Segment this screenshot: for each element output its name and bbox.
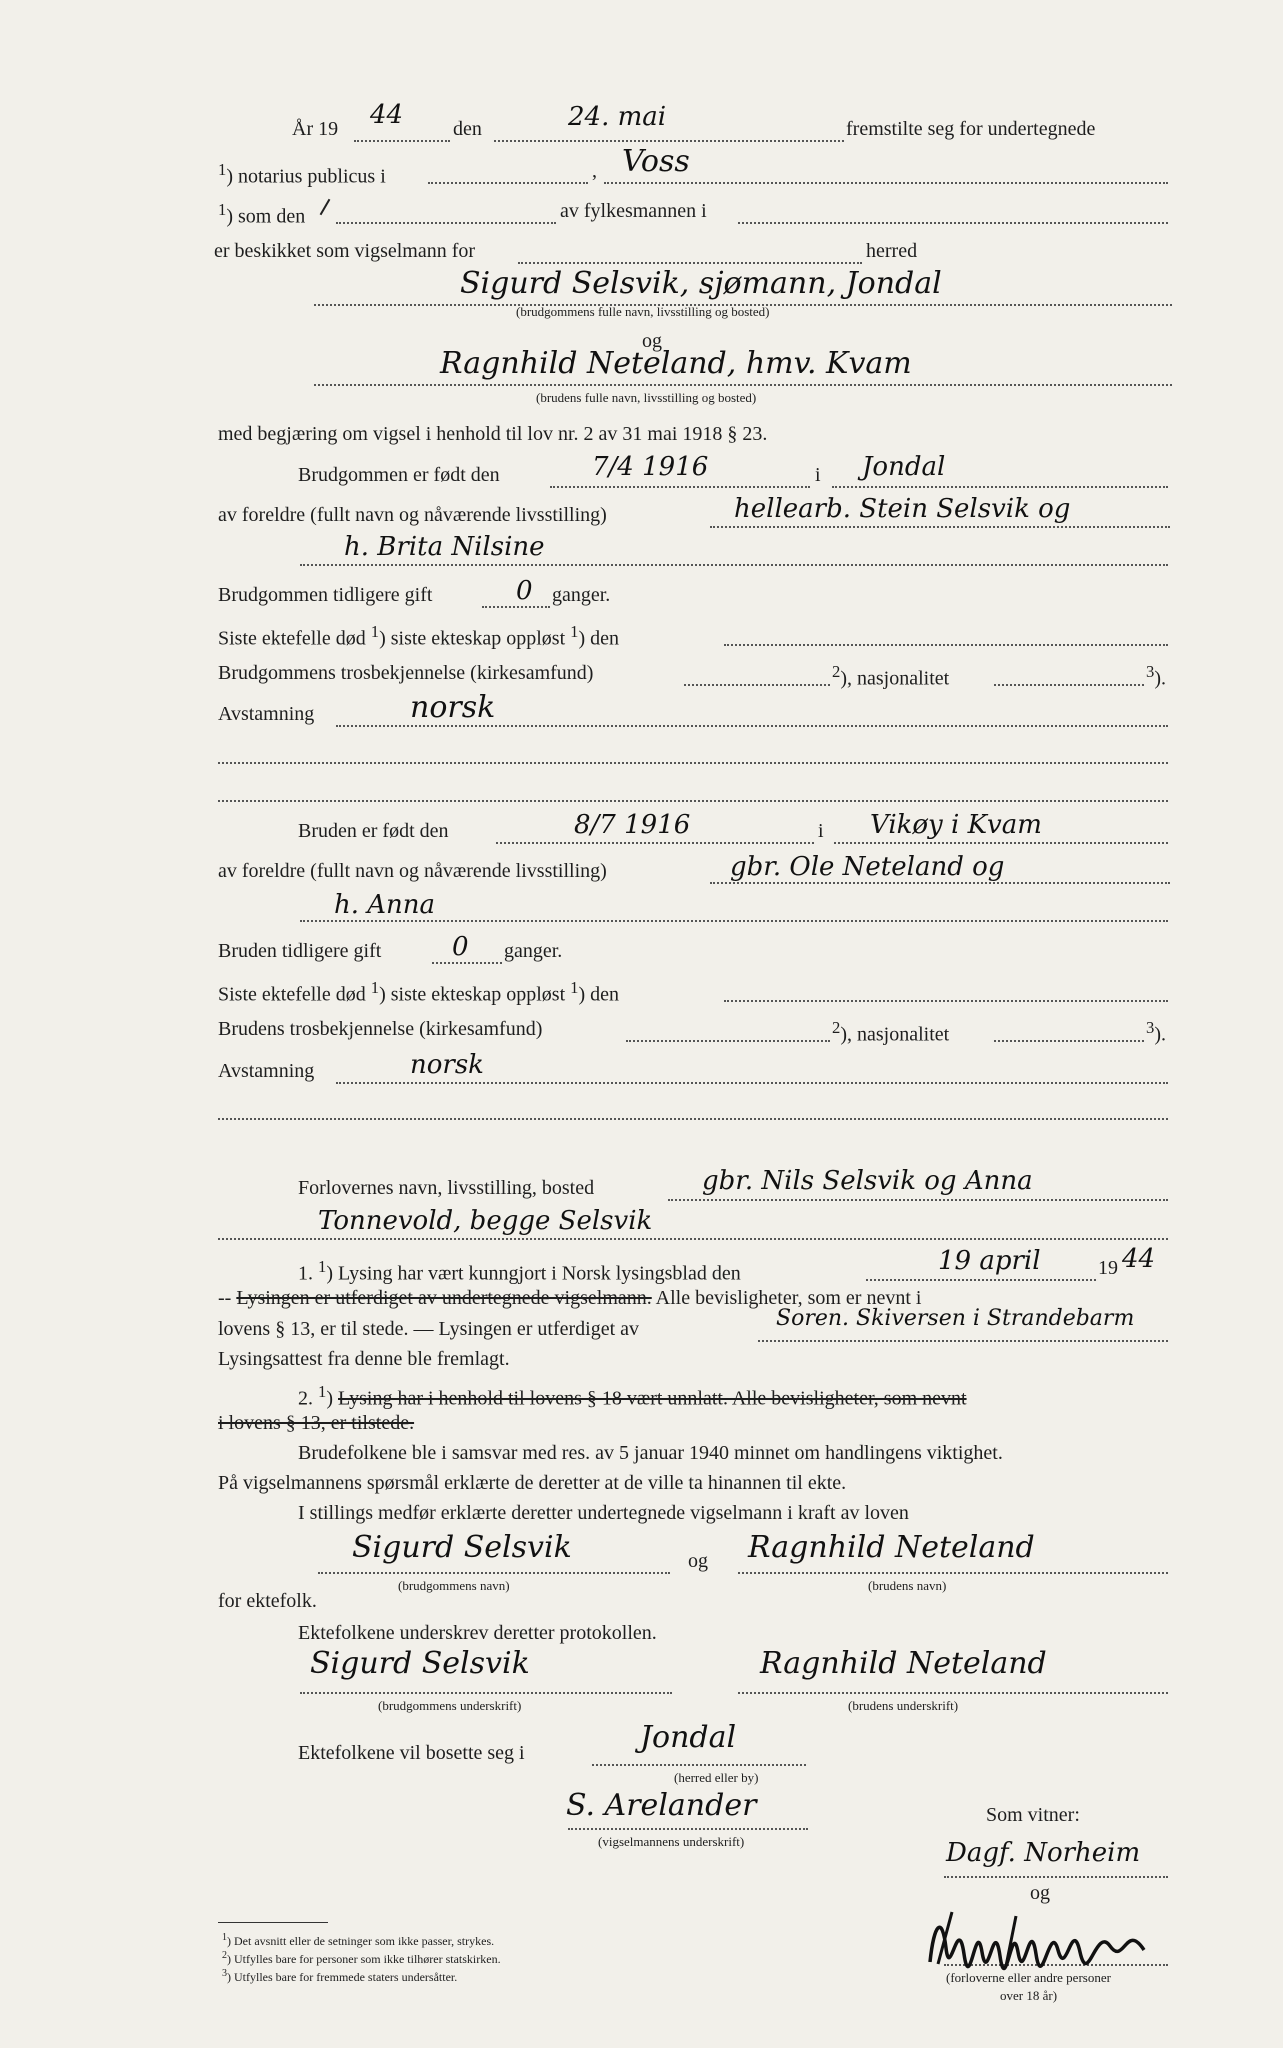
declaration-text: I stillings medfør erklærte deretter undertegnede vigselmann i kraft av loven	[298, 1502, 909, 1524]
bride-descent-label: Avstamning	[218, 1060, 315, 1082]
notice-line-4: Lysingsattest fra denne ble fremlagt.	[218, 1348, 510, 1370]
groom-birthplace-value: Jondal	[862, 452, 946, 482]
groom-prev-value: 0	[516, 576, 533, 606]
waiver-line-2: i lovens § 13, er tilstede.	[218, 1412, 415, 1434]
bride-parents-label: av foreldre (fullt navn og nåværende livsstilling)	[218, 860, 607, 882]
witness-caption-2: over 18 år)	[1000, 1988, 1058, 2003]
footnote-2: $^2$) Utfylles bare for personer som ikke tilhører statskirken.	[222, 1950, 501, 1966]
witness-signature-2	[912, 1906, 1162, 1978]
groom-name-caption: (brudgommens navn)	[398, 1578, 510, 1593]
footnote-3: $^3$) Utfylles bare for fremmede staters undersåtter.	[222, 1968, 458, 1984]
notice-date-value: 19 april	[938, 1246, 1041, 1276]
witness-title: Som vitner:	[986, 1804, 1080, 1826]
notary-label: $^1$) notarius publicus i	[218, 160, 386, 188]
groom-caption: (brudgommens fulle navn, livsstilling og bosted)	[516, 304, 770, 319]
bride-parents-value-2: h. Anna	[334, 890, 436, 920]
bride-faith-label: Brudens trosbekjennelse (kirkesamfund)	[218, 1018, 543, 1040]
groom-prev-label: Brudgommen tidligere gift	[218, 584, 433, 606]
officiant-caption: (vigselmannens underskrift)	[598, 1834, 745, 1849]
witnesses-value-2: Tonnevold, begge Selsvik	[318, 1206, 653, 1236]
groom-born-label: Brudgommen er født den	[298, 464, 500, 486]
groom-nationality-label: $^2$), nasjonalitet	[832, 662, 950, 690]
bride-prev-label: Bruden tidligere gift	[218, 940, 382, 962]
marriage-certificate-page: År 19 44 den 24. mai fremstilte seg for undertegnede $^1$) notarius publicus i , Voss $^1$) som den av fylkesmannen i er beskikket som vigselmann for herred Sigurd Selsvik, sjømann, Jondal (brudgommens fulle navn, livsstilling og bosted) og Ragnhild Neteland, hmv. Kvam (brudens fulle navn, livsstilling og bosted) med begjæring om vigsel i henhold til lov nr. 2 av 31 mai 1918 § 23. Brudgommen er født den 7/4 1916 i Jondal av foreldre (fullt navn og nåværende livsstilling) hellearb. Stein Selsvik og h. Brita Nilsine Brudgommen tidligere gift 0 ganger. Siste ektefelle død $^1$) siste ekteskap oppløst $^1$) den Brudgommens trosbekjennelse (kirkesamfund) $^2$), nasjonalitet $^3$). Avstamning norsk Bruden er født den 8/7 1916 i Vikøy i Kvam av foreldre (fullt navn og nåværende livsstilling) gbr. Ole Neteland og h. Anna Bruden tidligere gift 0 ganger. Siste ektefelle død $^1$) siste ekteskap oppløst $^1$) den Brudens trosbekjennelse (kirkesamfund) $^2$), nasjonalitet $^3$). Avstamning norsk Forlovernes navn, livsstilling, bosted gbr. Nils Selsvik og Anna Tonnevold, begge Selsvik 1. $^1$) Lysing har vært kunngjort i Norsk lysingsblad den 19 april 19 44 -- Lysingen er utferdiget av undertegnede vigselmann. Alle bevisligheter, som er nevnt i lovens § 13, er til stede. — Lysingen er utferdiget av Soren. Skiversen i Strandebarm Lysingsattest fra denne ble fremlagt. 2. $^1$) Lysing har i henhold til lovens § 18 vært unnlatt. Alle bevisligheter, som nevnt i lovens § 13, er tilstede. Brudefolkene ble i samsvar med res. av 5 januar 1940 minnet om handlingens viktighet. På vigselmannens spørsmål erklærte de deretter at de ville ta hinannen til ekte. I stillings medfør erklærte deretter undertegnede vigselmann i kraft av loven Sigurd Selsvik (brudgommens navn) og Ragnhild Neteland (brudens navn) for ektefolk. Ektefolkene underskrev deretter protokollen. Sigurd Selsvik (brudgommens underskrift) Ragnhild Neteland (brudens underskrift) Ektefolkene vil bosette seg i Jondal (herred eller by) S. Arelander (vigselmannens underskrift) Som vitner: Dagf. Norheim og (forloverne eller andre personer over 18 år) $^1$) Det avsnitt eller de setninger som ikke passer, strykes. $^2$) Utfylles bare for personer som ikke tilhører statskirken. $^3$) Utfylles bare for fremmede staters undersåtter.	[0, 0, 1283, 2048]
appointed-label: $^1$) som den	[218, 200, 306, 228]
witnesses-value-1: gbr. Nils Selsvik og Anna	[702, 1166, 1033, 1196]
groom-parents-label: av foreldre (fullt navn og nåværende livsstilling)	[218, 504, 607, 526]
notice-by-value: Soren. Skiversen i Strandebarm	[776, 1306, 1135, 1331]
bride-full-value: Ragnhild Neteland, hmv. Kvam	[440, 346, 912, 381]
bride-prev-value: 0	[452, 932, 469, 962]
bride-birth-value: 8/7 1916	[574, 810, 691, 840]
bride-parents-value-1: gbr. Ole Neteland og	[730, 852, 1005, 882]
year-label: År 19	[292, 118, 339, 140]
appeared-text: fremstilte seg for undertegnede	[846, 118, 1096, 140]
notice-line-2: -- Lysingen er utferdiget av undertegnede vigselmann. Alle bevisligheter, som er nevnt i	[218, 1287, 922, 1309]
bride-spouse-dead-label: Siste ektefelle død $^1$) siste ekteskap oppløst $^1$) den	[218, 978, 620, 1006]
bride-caption: (brudens fulle navn, livsstilling og bosted)	[536, 390, 757, 405]
groom-parents-value-1: hellearb. Stein Selsvik og	[734, 494, 1071, 524]
groom-spouse-dead-label: Siste ektefelle død $^1$) siste ekteskap oppløst $^1$) den	[218, 622, 620, 650]
groom-descent-value: norsk	[410, 690, 496, 725]
groom-sig-caption: (brudgommens underskrift)	[378, 1698, 522, 1713]
officiant-signature: S. Arelander	[566, 1788, 757, 1823]
groom-full-value: Sigurd Selsvik, sjømann, Jondal	[460, 266, 942, 301]
groom-parents-value-2: h. Brita Nilsine	[344, 532, 545, 562]
herred-by-caption: (herred eller by)	[674, 1770, 759, 1785]
notice-year-prefix: 19	[1098, 1257, 1118, 1279]
reminder-text: Brudefolkene ble i samsvar med res. av 5 januar 1940 minnet om handlingens viktighet.	[298, 1442, 1003, 1464]
bride-born-label: Bruden er født den	[298, 820, 449, 842]
bride-descent-value: norsk	[410, 1050, 484, 1080]
groom-faith-label: Brudgommens trosbekjennelse (kirkesamfund)	[218, 662, 594, 684]
groom-birth-value: 7/4 1916	[592, 452, 709, 482]
residence-value: Jondal	[640, 1720, 737, 1755]
for-spouses-text: for ektefolk.	[218, 1590, 317, 1612]
og-text: og	[642, 330, 662, 352]
bride-birthplace-value: Vikøy i Kvam	[870, 810, 1042, 840]
signed-text: Ektefolkene underskrev deretter protokollen.	[298, 1622, 657, 1644]
groom-descent-label: Avstamning	[218, 703, 315, 725]
witnesses-label: Forlovernes navn, livsstilling, bosted	[298, 1177, 595, 1199]
notice-text: 1. $^1$) Lysing har vært kunngjort i Norsk lysingsblad den	[298, 1257, 741, 1285]
bride-nationality-label: $^2$), nasjonalitet	[832, 1018, 950, 1046]
groom-signature: Sigurd Selsvik	[310, 1646, 530, 1681]
den-label: den	[453, 118, 482, 140]
settle-label: Ektefolkene vil bosette seg i	[298, 1742, 525, 1764]
law-text: med begjæring om vigsel i henhold til lov nr. 2 av 31 mai 1918 § 23.	[218, 423, 768, 445]
bride-signature: Ragnhild Neteland	[760, 1646, 1047, 1681]
bride-name-value: Ragnhild Neteland	[748, 1530, 1035, 1565]
witness-signature-1: Dagf. Norheim	[946, 1838, 1141, 1868]
notice-line-3: lovens § 13, er til stede. — Lysingen er utferdiget av	[218, 1318, 640, 1340]
notice-year-value: 44	[1122, 1244, 1156, 1274]
officiant-label: er beskikket som vigselmann for	[214, 240, 476, 262]
footnote-1: $^1$) Det avsnitt eller de setninger som ikke passer, strykes.	[222, 1932, 495, 1948]
witness-caption-1: (forloverne eller andre personer	[946, 1970, 1111, 1985]
notary-place-value: Voss	[622, 144, 690, 179]
groom-name-value: Sigurd Selsvik	[352, 1530, 572, 1565]
question-text: På vigselmannens spørsmål erklærte de deretter at de ville ta hinannen til ekte.	[218, 1472, 847, 1494]
year-value: 44	[370, 100, 404, 130]
bride-name-caption: (brudens navn)	[868, 1578, 947, 1593]
date-value: 24. mai	[568, 102, 667, 132]
bride-sig-caption: (brudens underskrift)	[848, 1698, 959, 1713]
waiver-text: 2. $^1$) Lysing har i henhold til lovens § 18 vært unnlatt. Alle bevisligheter, som nevnt	[298, 1382, 967, 1410]
